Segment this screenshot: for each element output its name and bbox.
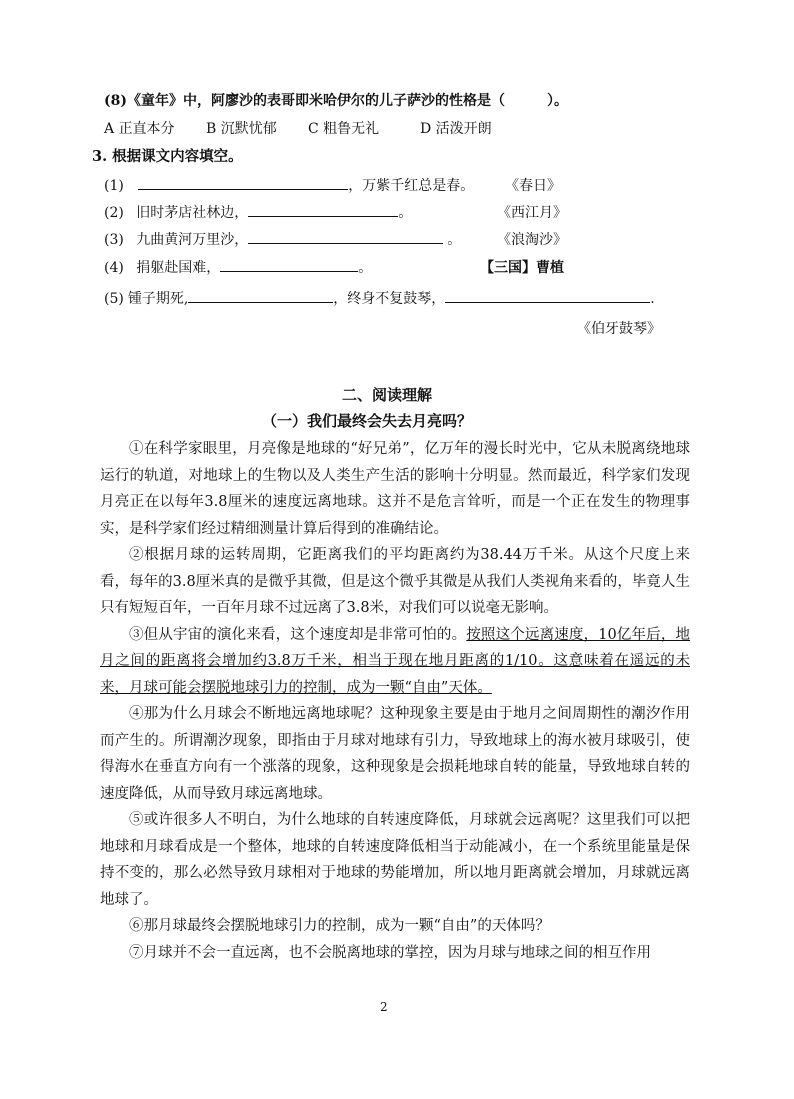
paragraph-7: ⑦月球并不会一直远离，也不会脱离地球的掌控，因为月球与地球之间的相互作用 — [129, 944, 651, 961]
answer-blank[interactable] — [138, 175, 348, 190]
underlined-sentence: 按照这个远离速度，10亿年后，地月之间的距离将会增加约3.8万千米，相当于现在地月距离的1/10。这意味着在遥远的未来，月球可能会摆脱地球引力的控制，成为一颗“自由”天体。 — [100, 626, 691, 696]
fill-item-5 — [104, 288, 655, 308]
fill-text: 锺子期死, — [127, 291, 189, 307]
option-a[interactable]: A 正直本分 — [104, 121, 175, 137]
paragraph-6: ⑥那月球最终会摆脱地球引力的控制，成为一颗“自由”的天体吗？ — [129, 918, 550, 934]
fill-text: ，终身不复鼓琴， — [333, 291, 446, 307]
answer-blank[interactable] — [188, 288, 333, 303]
fill-number: (2) — [104, 205, 124, 221]
question-8-options — [104, 118, 492, 138]
fill-item-4 — [104, 257, 372, 277]
fill-text: 捐躯赴国难， — [136, 260, 221, 276]
paragraph-2: ②根据月球的运转周期，它距离我们的平均距离约为38.44万千米。从这个尺度上来看，每年的3.8厘米真的是微乎其微，但是这个微乎其微是从我们人类视角来看的，毕竟人生只有短短百年，一百年月球不过远离了3.8米，对我们可以说毫无影响。 — [100, 547, 690, 616]
fill-item-3 — [104, 229, 461, 249]
paragraph-3 — [100, 622, 690, 702]
article-title: （一）我们最终会失去月亮吗？ — [262, 412, 473, 430]
answer-blank[interactable] — [220, 257, 358, 272]
paragraph-1: ①在科学家眼里，月亮像是地球的“好兄弟”，亿万年的漫长时光中，它从未脱离绕地球运行的轨道，对地球上的生物以及人类生产生活的影响十分明显。然而最近，科学家们发现月亮正在以每年3.8厘米的速度远离地球。这并不是危言耸听，而是一个正在发生的物理事实，是科学家们经过精细测量计算后得到的准确结论。 — [100, 441, 690, 537]
answer-blank[interactable] — [248, 202, 398, 217]
question-3-title: 3. 根据课文内容填空。 — [92, 148, 243, 165]
fill-text: . — [650, 291, 655, 307]
fill-source-1: 《春日》 — [505, 178, 561, 194]
option-d[interactable]: D 活泼开朗 — [420, 121, 492, 137]
option-b[interactable]: B 沉默忧郁 — [206, 121, 277, 137]
fill-text: 。 — [398, 205, 413, 221]
fill-number: (3) — [104, 232, 124, 248]
fill-source-3: 《浪淘沙》 — [497, 232, 567, 248]
page-number: 2 — [380, 1000, 388, 1014]
fill-text: ，万紫千红总是春。 — [348, 178, 475, 194]
fill-source-4: 【三国】曹植 — [480, 260, 564, 276]
fill-number: (1) — [104, 178, 124, 194]
fill-text: 九曲黄河万里沙， — [136, 232, 249, 248]
section-title: 二、阅读理解 — [342, 386, 433, 404]
paragraph-5: ⑤或许很多人不明白，为什么地球的自转速度降低，月球就会远离呢？这里我们可以把地球和月球看成是一个整体，地球的自转速度降低相当于动能减小，在一个系统里能量是保持不变的，那么必然导致月球相对于地球的势能增加，所以地月距离就会增加，月球就远离地球了。 — [100, 812, 690, 908]
fill-source-5: 《伯牙鼓琴》 — [577, 321, 661, 337]
fill-text: 。 — [447, 232, 462, 248]
paragraph-4: ④那为什么月球会不断地远离地球呢？这种现象主要是由于地月之间周期性的潮汐作用而产生的。所谓潮汐现象，即指由于月球对地球有引力，导致地球上的海水被月球吸引，使得海水在垂直方向有一个涨落的现象，这种现象是会损耗地球自转的能量，导致地球自转的速度降低，从而导致月球远离地球。 — [100, 706, 690, 802]
fill-number: (4) — [104, 260, 124, 276]
option-c[interactable]: C 粗鲁无礼 — [308, 121, 380, 137]
question-8: (8)《童年》中，阿廖沙的表哥即米哈伊尔的儿子萨沙的性格是（ ）。 — [104, 93, 568, 109]
article-body — [100, 436, 690, 966]
fill-item-2 — [104, 202, 412, 222]
fill-source-2: 《西江月》 — [497, 205, 567, 221]
fill-item-1 — [104, 175, 474, 195]
fill-text: 旧时茅店社林边， — [136, 205, 249, 221]
fill-number: (5) — [104, 291, 124, 307]
answer-blank[interactable] — [248, 229, 443, 244]
fill-text: 。 — [358, 260, 373, 276]
answer-blank[interactable] — [445, 288, 650, 303]
paragraph-3-lead: ③但从宇宙的演化来看，这个速度却是非常可怕的。 — [129, 626, 467, 643]
